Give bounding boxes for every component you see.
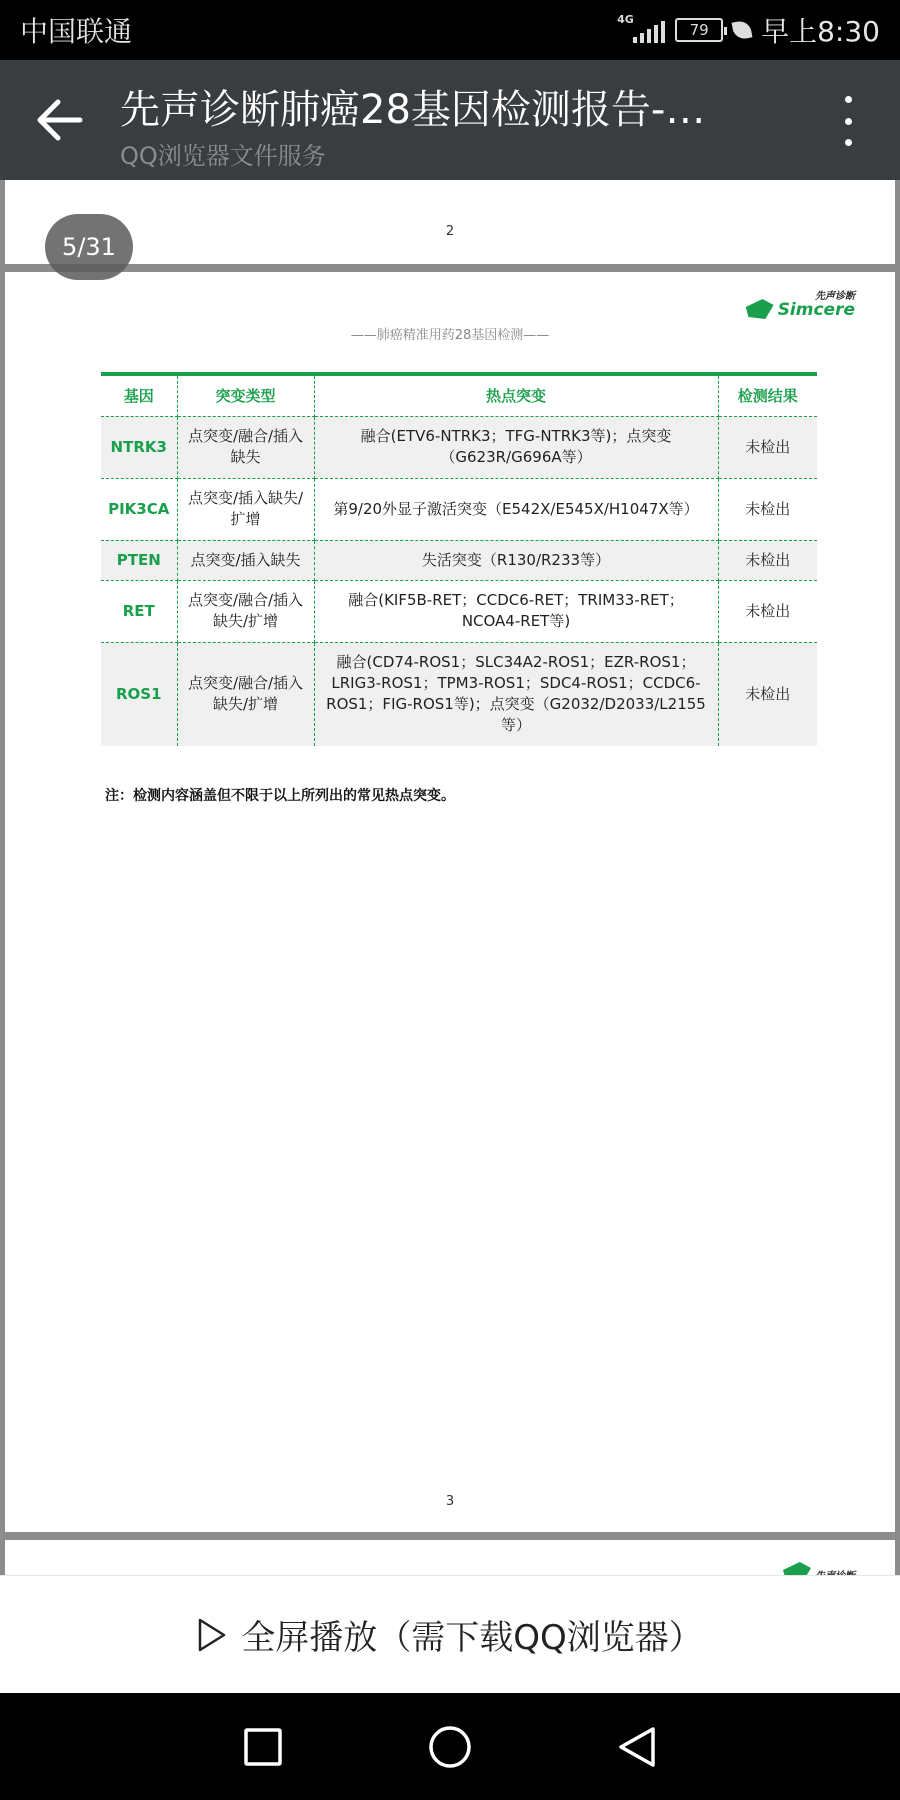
page-number: 2 [445,224,455,239]
play-icon [197,1617,227,1653]
hotspot-mutation: 融合(CD74-ROS1；SLC34A2-ROS1；EZR-ROS1；LRIG3-ROS1；TPM3-ROS1；SDC4-ROS1；CCDC6-ROS1；FIG-ROS1等)；点突变（G2032/D2033/L2155等） [314,642,718,746]
detection-result: 未检出 [718,416,817,478]
document-page-previous [5,180,895,264]
logo-en: Simcere [777,300,855,320]
gene-name: PTEN [101,540,177,580]
gene-table [101,372,817,746]
status-bar [0,0,900,60]
document-title: 先声诊断肺癌28基因检测报告-… [120,87,706,133]
table-row [101,416,817,478]
clock: 早上8:30 [761,15,880,48]
detection-result: 未检出 [718,478,817,540]
table-row [101,478,817,540]
mutation-type: 点突变/融合/插入缺失/扩增 [177,642,314,746]
hotspot-mutation: 融合(KIF5B-RET；CCDC6-RET；TRIM33-RET；NCOA4-RET等) [314,580,718,642]
gene-name: NTRK3 [101,416,177,478]
column-header: 突变类型 [177,376,314,416]
hotspot-mutation: 第9/20外显子激活突变（E542X/E545X/H1047X等） [314,478,718,540]
status-icons [617,10,880,50]
gene-name: PIK3CA [101,478,177,540]
fullscreen-play-button[interactable] [0,1575,900,1693]
mutation-type: 点突变/融合/插入缺失/扩增 [177,580,314,642]
simcere-logo [746,292,855,319]
table-row [101,580,817,642]
battery-icon [675,18,723,42]
mutation-type: 点突变/融合/插入缺失 [177,416,314,478]
detection-result: 未检出 [718,540,817,580]
detection-result: 未检出 [718,642,817,746]
logo-mark-icon [746,299,774,319]
more-vertical-icon[interactable] [842,96,854,146]
navigation-bar [0,1693,900,1800]
carrier-name: 中国联通 [20,15,133,48]
gene-name: ROS1 [101,642,177,746]
table-header-row [101,376,817,416]
document-viewer[interactable] [0,180,900,1575]
page-counter: 5/31 [45,214,133,280]
table-row [101,540,817,580]
column-header: 基因 [101,376,177,416]
hotspot-mutation: 失活突变（R130/R233等） [314,540,718,580]
gene-name: RET [101,580,177,642]
logo-cn: 先声诊断 [815,291,855,302]
document-subtitle: QQ浏览器文件服务 [120,142,326,170]
network-type: 4G [617,13,634,26]
detection-result: 未检出 [718,580,817,642]
table-note: 注：检测内容涵盖但不限于以上所列出的常见热点突变。 [105,788,455,804]
column-header: 检测结果 [718,376,817,416]
table-row [101,642,817,746]
battery-level: 79 [689,21,709,39]
hotspot-mutation: 融合(ETV6-NTRK3；TFG-NTRK3等)；点突变（G623R/G696A等） [314,416,718,478]
eco-leaf-icon [732,20,753,41]
back-arrow-icon[interactable] [36,98,84,142]
page-number: 3 [445,1494,455,1509]
back-icon[interactable] [607,1717,667,1777]
document-page [5,272,895,1532]
fullscreen-play-label: 全屏播放（需下载QQ浏览器） [241,1618,703,1658]
home-icon[interactable] [420,1717,480,1777]
signal-icon [617,15,665,45]
title-bar [0,60,900,180]
mutation-type: 点突变/插入缺失/扩增 [177,478,314,540]
document-heading: ——肺癌精准用药28基因检测—— [350,328,550,343]
column-header: 热点突变 [314,376,718,416]
mutation-type: 点突变/插入缺失 [177,540,314,580]
recent-apps-icon[interactable] [233,1717,293,1777]
